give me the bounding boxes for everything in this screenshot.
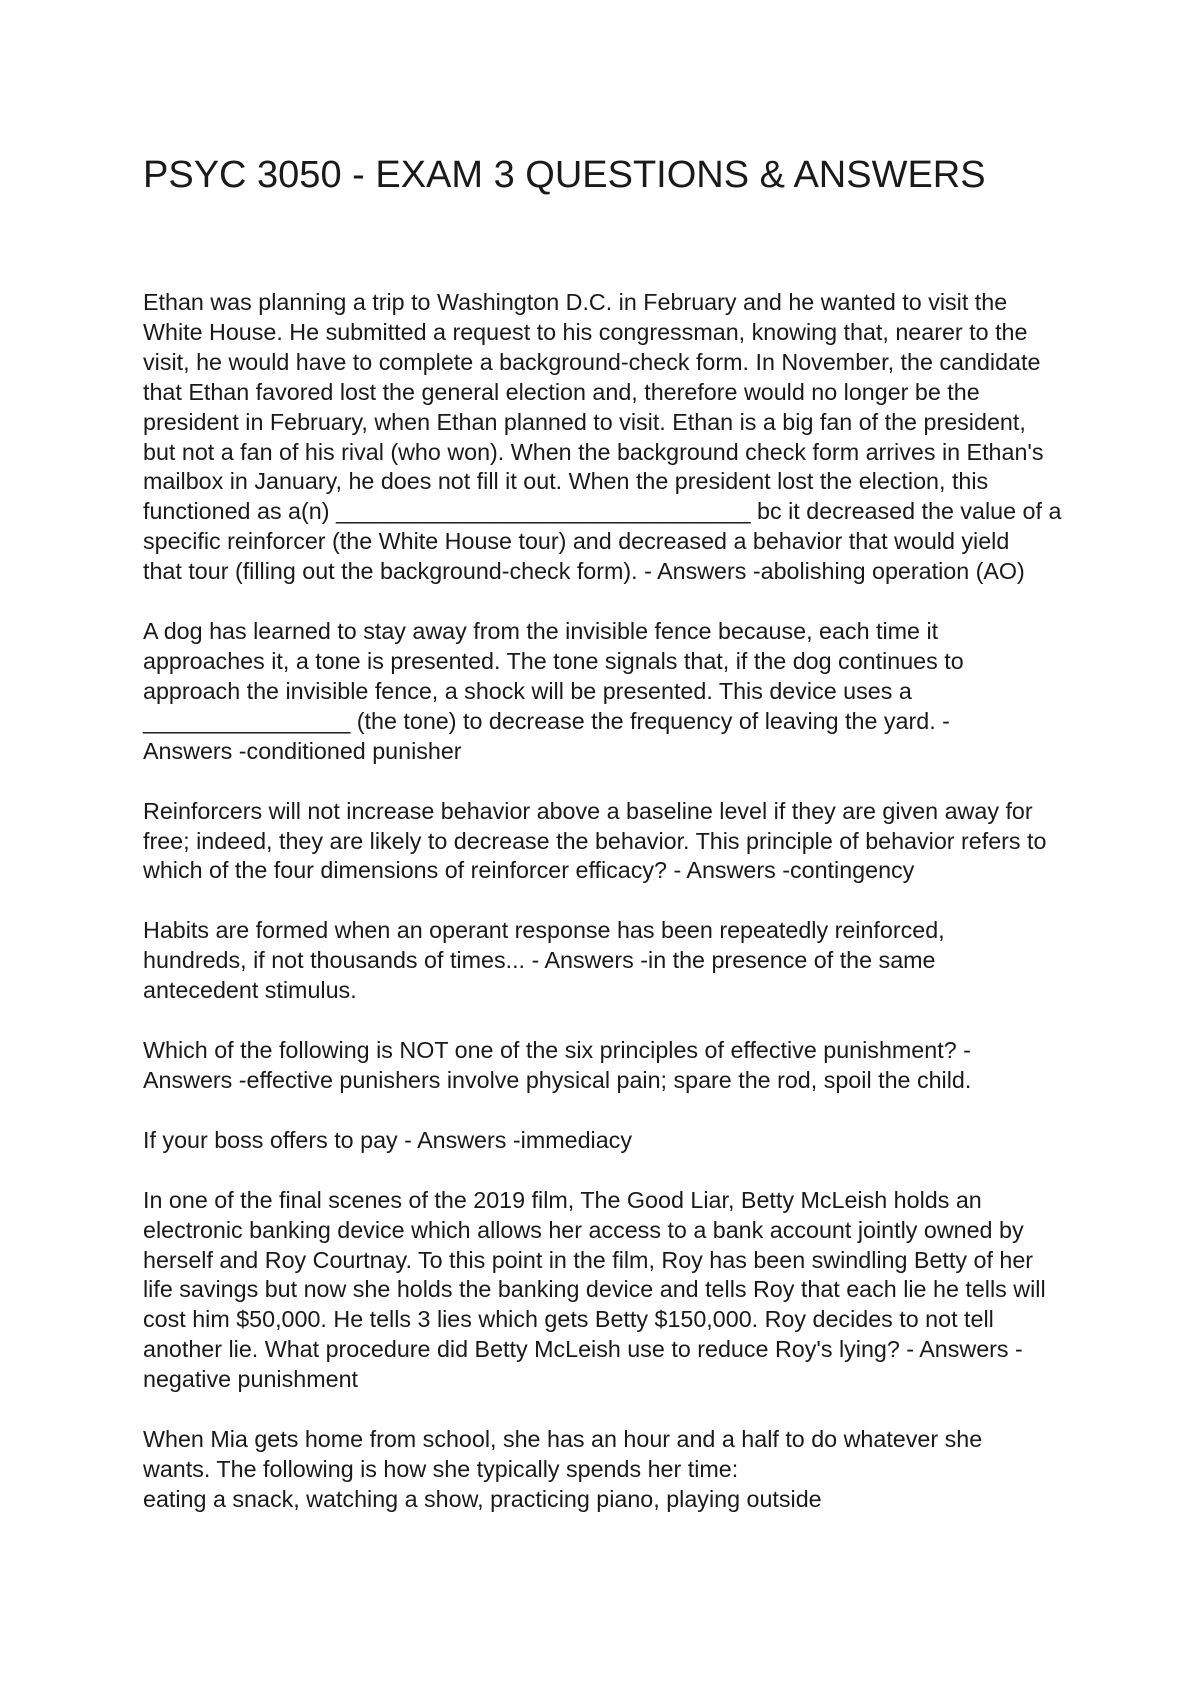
qa-text-line: that tour (filling out the background-check form). - Answers -abolishing operation (AO) [143, 558, 1025, 585]
qa-item [143, 617, 1083, 767]
qa-text-line: Which of the following is NOT one of the six principles of effective punishment? - [143, 1037, 971, 1064]
qa-text-line: When Mia gets home from school, she has an hour and a half to do whatever she [143, 1426, 983, 1453]
document-title: PSYC 3050 - EXAM 3 QUESTIONS & ANSWERS [143, 154, 986, 196]
qa-text-line: Ethan was planning a trip to Washington D.C. in February and he wanted to visit the [143, 289, 1008, 315]
qa-item [143, 916, 1083, 1006]
qa-text-line: visit, he would have to complete a background-check form. In November, the candidate [143, 348, 1041, 375]
qa-item [143, 1186, 1083, 1395]
qa-text-line: In one of the final scenes of the 2019 film, The Good Liar, Betty McLeish holds an [143, 1186, 982, 1213]
qa-text-line: hundreds, if not thousands of times... - Answers -in the presence of the same [143, 947, 936, 974]
qa-text-line: mailbox in January, he does not fill it out. When the president lost the election, this [143, 468, 989, 495]
qa-text-line: Habits are formed when an operant response has been repeatedly reinforced, [143, 917, 945, 944]
qa-item [143, 288, 1083, 587]
qa-text-line: cost him $50,000. He tells 3 lies which gets Betty $150,000. Roy decides to not tell [143, 1306, 994, 1333]
qa-text-line: that Ethan favored lost the general election and, therefore would no longer be the [143, 378, 980, 405]
qa-text-line: another lie. What procedure did Betty McLeish use to reduce Roy's lying? - Answers - [143, 1336, 1023, 1363]
qa-text-line: but not a fan of his rival (who won). When the background check form arrives in Ethan's [143, 438, 1044, 465]
qa-text-line: Reinforcers will not increase behavior above a baseline level if they are given away for [143, 797, 1033, 824]
qa-text-line: specific reinforcer (the White House tour) and decreased a behavior that would yield [143, 528, 1010, 555]
qa-text-line: approaches it, a tone is presented. The tone signals that, if the dog continues to [143, 647, 964, 674]
qa-text-line: negative punishment [143, 1366, 358, 1393]
qa-text-line: free; indeed, they are likely to decrease the behavior. This principle of behavior refers to [143, 827, 1047, 854]
qa-text-line: A dog has learned to stay away from the invisible fence because, each time it [143, 618, 939, 645]
qa-text-line: White House. He submitted a request to his congressman, knowing that, nearer to the [143, 318, 1028, 345]
qa-text-line: Answers -effective punishers involve physical pain; spare the rod, spoil the child. [143, 1066, 972, 1093]
qa-text-line: Answers -conditioned punisher [143, 737, 462, 764]
qa-text-line: herself and Roy Courtnay. To this point in the film, Roy has been swindling Betty of her [143, 1246, 1034, 1273]
qa-text-line: ________________ (the tone) to decrease the frequency of leaving the yard. - [143, 707, 950, 734]
qa-item [143, 1036, 1083, 1096]
qa-item [143, 1425, 1083, 1515]
qa-text-line: life savings but now she holds the banking device and tells Roy that each lie he tells will [143, 1276, 1046, 1303]
qa-text-line: electronic banking device which allows her access to a bank account jointly owned by [143, 1216, 1024, 1243]
qa-text-line: which of the four dimensions of reinforcer efficacy? - Answers -contingency [143, 857, 915, 884]
qa-text-line: wants. The following is how she typically spends her time: [143, 1456, 739, 1482]
qa-text-line: antecedent stimulus. [143, 977, 357, 1004]
qa-text-line: If your boss offers to pay - Answers -immediacy [143, 1126, 632, 1153]
qa-text-line: approach the invisible fence, a shock will be presented. This device uses a [143, 677, 912, 704]
qa-item [143, 1126, 1083, 1156]
qa-text-line: eating a snack, watching a show, practicing piano, playing outside [143, 1485, 822, 1512]
qa-list [143, 288, 1083, 1545]
qa-text-line: president in February, when Ethan planned to visit. Ethan is a big fan of the president, [143, 408, 1026, 435]
qa-item [143, 797, 1083, 887]
qa-text-line: functioned as a(n) ________________________________ bc it decreased the value of a [143, 498, 1062, 525]
